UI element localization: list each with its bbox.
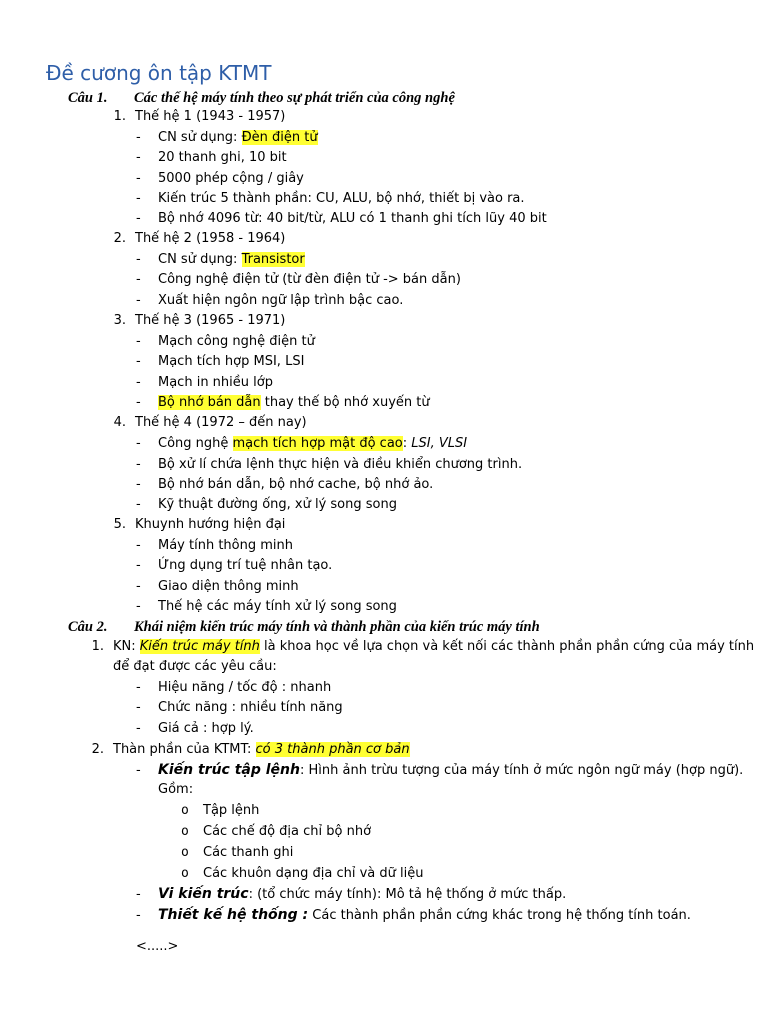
bullet-item: - CN sử dụng: Đèn điện tử [136, 130, 318, 145]
question-title: Khái niệm kiến trúc máy tính và thành phần của kiến trúc máy tính [134, 619, 540, 635]
bullet-item: - Bộ nhớ bán dẫn, bộ nhớ cache, bộ nhớ ảo. [136, 477, 434, 492]
highlight: mạch tích hợp mật độ cao [232, 436, 403, 451]
document-title: Đề cương ôn tập KTMT [46, 61, 272, 85]
bullet-item: - Thế hệ các máy tính xử lý song song [136, 599, 397, 614]
sub-bullet-item: o Các chế độ địa chỉ bộ nhớ [181, 824, 372, 839]
sub-bullet-item: o Các khuôn dạng địa chỉ và dữ liệu [181, 866, 424, 881]
bullet-item: - Bộ nhớ bán dẫn thay thế bộ nhớ xuyến từ [136, 395, 430, 410]
bullet-item: - Kỹ thuật đường ống, xử lý song song [136, 497, 397, 512]
question-2-heading [68, 618, 540, 636]
bullet-item: - Vi kiến trúc: (tổ chức máy tính): Mô tả hệ thống ở mức thấp. [136, 886, 567, 902]
question-1-heading [68, 89, 455, 107]
bullet-item: - Công nghệ điện tử (từ đèn điện tử -> bán dẫn) [136, 272, 461, 287]
ellipsis-text: <.....> [136, 939, 179, 954]
list-item: 4. Thế hệ 4 (1972 – đến nay) [113, 415, 307, 430]
bullet-item: - Xuất hiện ngôn ngữ lập trình bậc cao. [136, 293, 404, 308]
question-number: Câu 2. [68, 619, 108, 635]
bullet-item: - Máy tính thông minh [136, 538, 293, 553]
bullet-item: - Ứng dụng trí tuệ nhân tạo. [136, 558, 333, 573]
bullet-item: - Hiệu năng / tốc độ : nhanh [136, 680, 332, 695]
bullet-item: - Mạch công nghệ điện tử [136, 334, 315, 349]
list-item: 1. KN: Kiến trúc máy tính là khoa học về lựa chọn và kết nối các thành phần phần cứng của máy tính [91, 639, 755, 654]
bullet-item: - Công nghệ mạch tích hợp mật độ cao: LSI, VLSI [136, 436, 468, 451]
highlight: Đèn điện tử [241, 130, 318, 145]
highlight: Bộ nhớ bán dẫn [158, 395, 261, 410]
bullet-item: - Chức năng : nhiều tính năng [136, 700, 343, 715]
bullet-item: - Giá cả : hợp lý. [136, 721, 254, 736]
list-item: 5. Khuynh hướng hiện đại [113, 517, 286, 532]
list-item: 2. Thàn phần của KTMT: có 3 thành phần cơ bản [91, 742, 410, 757]
list-item: 1. Thế hệ 1 (1943 - 1957) [113, 109, 286, 124]
highlight: có 3 thành phần cơ bản [255, 742, 410, 757]
bullet-item: - 5000 phép cộng / giây [136, 171, 304, 186]
bullet-item: - Kiến trúc tập lệnh: Hình ảnh trừu tượng của máy tính ở mức ngôn ngữ máy (hợp ngữ). [136, 762, 744, 778]
question-title: Các thế hệ máy tính theo sự phát triển của công nghệ [134, 90, 455, 106]
bullet-item: - Mạch tích hợp MSI, LSI [136, 354, 305, 369]
bullet-continuation: Gồm: [158, 782, 194, 797]
bullet-item: - Kiến trúc 5 thành phần: CU, ALU, bộ nhớ, thiết bị vào ra. [136, 191, 525, 206]
sub-bullet-item: o Tập lệnh [181, 803, 260, 818]
bullet-item: - Bộ nhớ 4096 từ: 40 bit/từ, ALU có 1 thanh ghi tích lũy 40 bit [136, 211, 547, 226]
bullet-item: - Bộ xử lí chứa lệnh thực hiện và điều khiển chương trình. [136, 457, 523, 472]
bullet-item: - Mạch in nhiều lớp [136, 375, 273, 390]
highlight: Transistor [241, 252, 305, 267]
list-item-continuation: để đạt được các yêu cầu: [113, 659, 277, 674]
bullet-item: - Thiết kế hệ thống : Các thành phần phần cứng khác trong hệ thống tính toán. [136, 907, 691, 923]
bullet-item: - 20 thanh ghi, 10 bit [136, 150, 287, 165]
bullet-item: - Giao diện thông minh [136, 579, 299, 594]
list-item: 2. Thế hệ 2 (1958 - 1964) [113, 231, 286, 246]
highlight: Kiến trúc máy tính [139, 639, 260, 654]
sub-bullet-item: o Các thanh ghi [181, 845, 294, 860]
bullet-item: - CN sử dụng: Transistor [136, 252, 305, 267]
question-number: Câu 1. [68, 90, 108, 106]
list-item: 3. Thế hệ 3 (1965 - 1971) [113, 313, 286, 328]
